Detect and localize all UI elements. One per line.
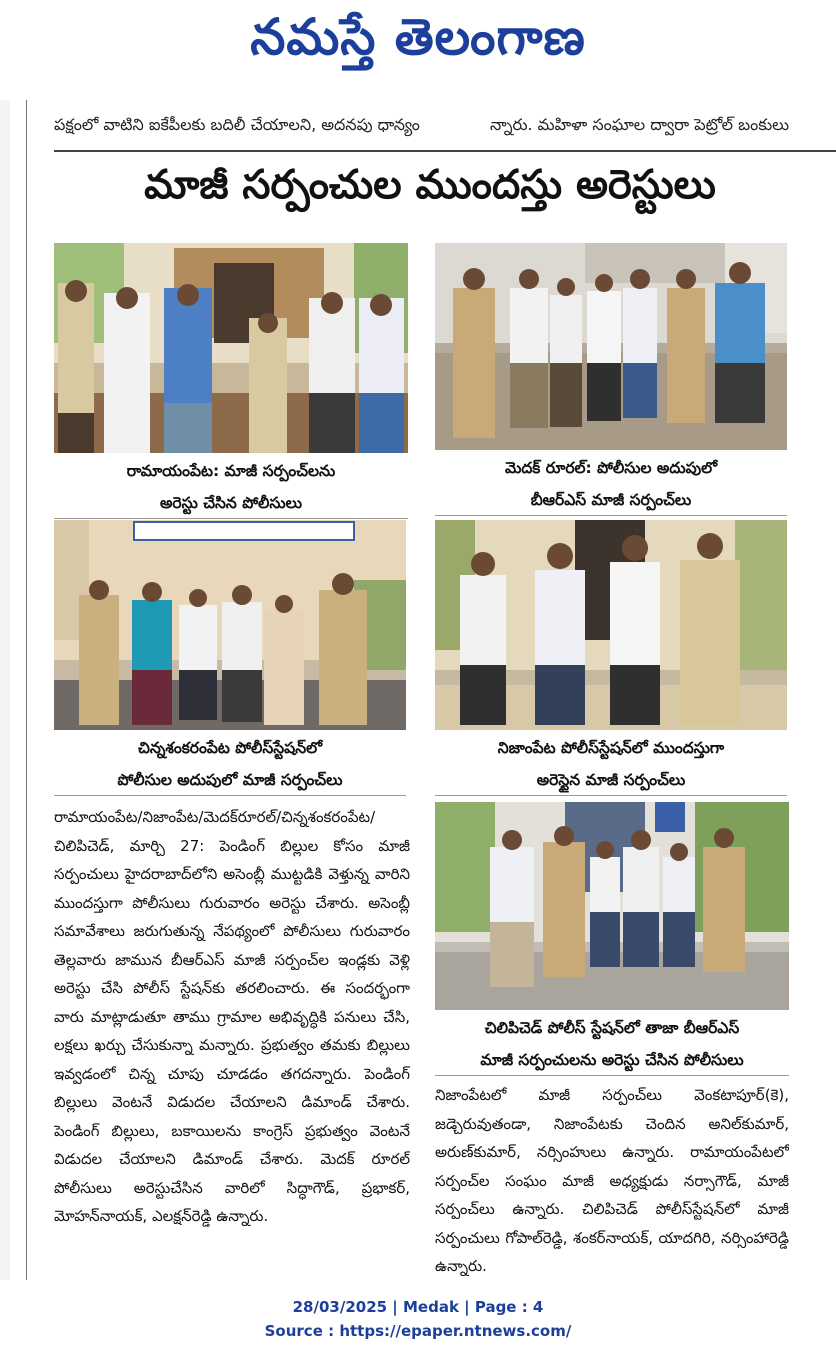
article-body-left [54, 803, 410, 1278]
masthead-title: నమస్తే తెలంగాణ [250, 8, 586, 66]
caption-medak-rural-line-1: మెదక్ రూరల్: పోలీసుల అదుపులో [504, 459, 718, 477]
article-body-right-text: నిజాంపేటలో మాజీ సర్పంచ్‌లు వెంకటాపూర్(కె), జడ్చెరువుతండా, నిజాంపేటకు చెందిన అనిల్‌కుమార్, అరుణ్‌కుమార్, నర్సింహులు ఉన్నారు. రామాయంపేటలో సర్పంచ్‌ల సంఘం మాజీ అధ్యక్షుడు నర్సాగౌడ్, మాజీ సర్పంచ్‌లు ఉన్నారు. చిలిపిచెడ్ పోలీస్‌స్టేషన్‌లో మాజీ సర్పంచులు గోపాల్‌రెడ్డి, శంకర్‌నాయక్, యాదగిరి, నర్సింహారెడ్డి ఉన్నారు. [435, 1086, 789, 1275]
headline: మాజీ సర్పంచుల ముందస్తు అరెస్టులు [144, 162, 716, 208]
masthead [0, 0, 836, 92]
article-body-right [435, 1081, 789, 1278]
caption-chilipiched [435, 1012, 789, 1076]
caption-ramayampet-line-2: అరెస్టు చేసిన పోలీసులు [160, 494, 302, 512]
caption-rule [435, 795, 787, 796]
caption-chilipiched-line-1: చిలిపిచెడ్ పోలీస్ స్టేషన్‌లో తాజా బీఆర్ఎస్ [484, 1019, 740, 1037]
photo-medak-rural [435, 243, 787, 450]
caption-rule [54, 795, 406, 796]
photo-ramayampet [54, 243, 408, 453]
photo-nizampet-image [435, 520, 787, 730]
caption-chinnashankarampet-line-2: పోలీసుల అదుపులో మాజీ సర్పంచ్‌లు [117, 771, 343, 789]
caption-ramayampet [54, 455, 408, 519]
footer-source-line: Source : https://epaper.ntnews.com/ [264, 1322, 572, 1340]
caption-nizampet-line-1: నిజాంపేట పోలీస్‌స్టేషన్‌లో ముందస్తుగా [497, 739, 725, 757]
footer-date-line: 28/03/2025 | Medak | Page : 4 [292, 1298, 544, 1316]
caption-nizampet [435, 732, 787, 796]
caption-ramayampet-line-1: రామాయంపేట: మాజీ సర్పంచ్‌లను [126, 462, 336, 480]
section-divider [54, 150, 836, 152]
caption-nizampet-line-2: అరెస్టైన మాజీ సర్పంచ్‌లు [536, 771, 686, 789]
left-margin-strip [0, 100, 10, 1280]
caption-medak-rural-line-2: బీఆర్ఎస్ మాజీ సర్పంచ్‌లు [530, 491, 692, 509]
caption-chinnashankarampet-line-1: చిన్నశంకరంపేట పోలీస్‌స్టేషన్‌లో [137, 739, 323, 757]
caption-rule [54, 518, 408, 519]
caption-rule [435, 515, 787, 516]
photo-chinnashankarampet-image [54, 520, 406, 730]
caption-medak-rural [435, 452, 787, 516]
prev-article-right-line: న్నారు. మహిళా సంఘాల ద్వారా పెట్రోల్ బంకులు [490, 115, 789, 134]
photo-nizampet [435, 520, 787, 730]
column-rule [26, 100, 27, 1280]
photo-chilipiched-image [435, 802, 789, 1010]
photo-ramayampet-image [54, 243, 408, 453]
article-body-left-text: రామాయంపేట/నిజాంపేట/మెదక్‌రూరల్/చిన్నశంకరంపేట/చిలిపిచెడ్, మార్చి 27: పెండింగ్ బిల్లుల కోసం మాజీ సర్పంచులు హైదరాబాద్‌లోని అసెంబ్లీ ముట్టడికి వెళ్తున్న వారిని ముందస్తుగా పోలీసులు గురువారం అరెస్టు చేశారు. అసెంబ్లీ సమావేశాలు జరుగుతున్న నేపథ్యంలో పోలీసులు గురువారం తెల్లవారు జామున బీఆర్ఎస్ మాజీ సర్పంచ్‌ల ఇండ్లకు వెళ్లి అరెస్టు చేసి పోలీస్ స్టేషన్‌కు తరలించారు. ఈ సందర్భంగా వారు మాట్లాడుతూ తాము గ్రామాల అభివృద్ధికి పనులు చేసి, లక్షలు ఖర్చు చేసుకున్నా మన్నారు. ప్రభుత్వం తమకు బిల్లులు ఇవ్వడంలో చిన్న చూపు చూడడం తగదన్నారు. పెండింగ్ బిల్లులు వెంటనే విడుదల చేయాలని డిమాండ్ చేశారు. పెండింగ్ బిల్లులు, బకాయిలను కాంగ్రెస్ ప్రభుత్వం వెంటనే విడుదల చేయాలని డిమాండ్ చేశారు. మెదక్ రూరల్ పోలీసులు అరెస్టుచేసిన వారిలో సిద్ధాగౌడ్, ప్రభాకర్, మోహన్‌నాయక్, ఎలక్షన్‌రెడ్డి ఉన్నారు. [54, 808, 410, 1225]
caption-rule [435, 1075, 789, 1076]
photo-chinnashankarampet [54, 520, 406, 730]
caption-chinnashankarampet [54, 732, 406, 796]
caption-chilipiched-line-2: మాజీ సర్పంచులను అరెస్టు చేసిన పోలీసులు [480, 1051, 744, 1069]
photo-chilipiched [435, 802, 789, 1010]
photo-medak-rural-image [435, 243, 787, 450]
prev-article-left-line: పక్షంలో వాటిని ఐకేపీలకు బదిలీ చేయాలని, అదనపు ధాన్యం [54, 115, 420, 134]
